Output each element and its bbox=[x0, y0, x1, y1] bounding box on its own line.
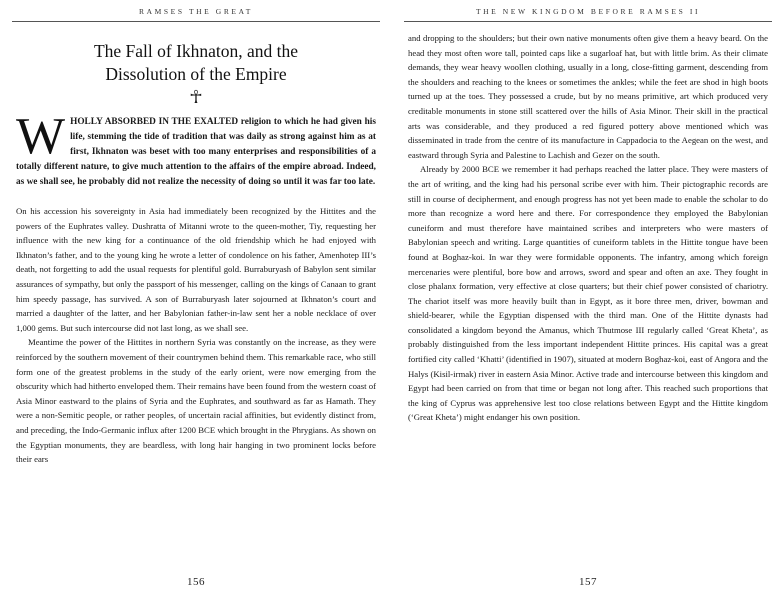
page-number: 157 bbox=[579, 576, 597, 588]
paragraph: Meantime the power of the Hittites in northern Syria was constantly on the increase, as they were reinforced by the southern movement of their countrymen behind them. This remarkable race, who still form one of the greatest problems in the study of the early orient, were now emerging from the obscurity which had hitherto enveloped them. Their remains have been found from the western coast of Asia Minor eastward to the plains of Syria and the Euphrates, and southward as far as Hamath. They were a non-Semitic people, or rather peoples, of uncertain racial affinities, but evidently distinct from, and preceding, the Indo-Germanic influx after 1200 BCE which brought in the Phrygians. As shown on the Egyptian monuments, they are beardless, with long hair hanging in two prominent locks before their ears bbox=[16, 337, 376, 465]
header-rule bbox=[404, 21, 772, 22]
paragraph: and dropping to the shoulders; but their own native monuments often give them a heavy beard. On the head they most often wore tall, pointed caps like a sugarloaf hat, but with little brim. As their climate demands, they wear heavy woollen clothing, usually in a long, close-fitting garment, descending from the shoulders and reaching to the knees or sometimes the ankles; while the feet are shod in high boots turned up at the toes. They possessed a crude, but by no means primitive, art which produced very creditable monuments in stone still scattered over the hills of Asia Minor. Their skill in the practical arts was considerable, and they produced a red figured pottery above mentioned which was disseminated in trade from the centre of its manufacture in Cappadocia to the Aegean on the west, and eastward through Syria and Palestine to Lachish and Gezer on the south. bbox=[408, 33, 768, 160]
body-text bbox=[408, 31, 768, 425]
left-page bbox=[12, 0, 380, 600]
lead-text: HOLLY ABSORBED IN THE EXALTED religion to which he had given his life, stemming the tide of tradition that was daily as strong against him as at first, Ikhnaton was beset with too many enterprises and responsibilities of a totally different nature, to give much attention to the affairs of the empire abroad. Indeed, as we shall see, he probably did not realize the necessity of doing so until it was far too late. bbox=[16, 117, 376, 187]
drop-cap: W bbox=[16, 108, 66, 165]
chapter-title bbox=[16, 40, 376, 85]
body-text bbox=[16, 204, 376, 467]
paragraph: Already by 2000 BCE we remember it had perhaps reached the latter place. They were masters of the art of writing, and the king had his personal scribe ever with him. Their pictographic records are still in course of decipherment, and enough progress has not yet been made to enable the scholar to do more than recognize a word here and there. For correspondence they employed the Babylonian cuneiform and must therefore have maintained scribes and interpreters who were masters of Babylonian speech and writing. Large quantities of cuneiform tablets in the Hittite tongue have been found at Boghaz-koi. In war they were formidable opponents. The infantry, among which foreign mercenaries were plentiful, bore bow and arrows, sword and spear and often an axe. They fought in close phalanx formation, very effective at close quarters; but their chief power consisted of chariotry. The chariot itself was more heavily built than in Egypt, as it bore three men, driver, bowman and shield-bearer, while the Egyptian dispensed with the third man. One of the Hittite dynasts had consolidated a kingdom beyond the Amanus, which Thutmose III regularly called ‘Great Kheta’, as probably distinguished from the less important independent Hittite princes. His capital was a great fortified city called ‘Khatti’ (identified in 1907), situated at modern Boghaz-koi, east of Angora and the Halys (Kisil-irmak) river in eastern Asia Minor. Active trade and intercourse between this kingdom and Egypt had been carried on from that time or began not long after. This reached such proportions that the king of Cyprus was apprehensive lest too close relations between Egypt and the Hittite kingdom (‘Great Kheta’) might endanger his own position. bbox=[408, 164, 768, 423]
header-rule bbox=[12, 21, 380, 22]
ankh-ornament-icon: ☥ bbox=[189, 87, 203, 107]
page-number: 156 bbox=[187, 576, 205, 588]
running-head: RAMSES THE GREAT bbox=[139, 7, 253, 16]
chapter-title-line1: The Fall of Ikhnaton, and the bbox=[93, 41, 299, 61]
paragraph: On his accession his sovereignty in Asia had immediately been recognized by the Hittites and the powers of the Euphrates valley. Dushratta of Mitanni wrote to the queen-mother, Tiy, requesting her influence with the new king for a continuance of the old friendship which he had enjoyed with Ikhnaton’s father, and to the young king he wrote a letter of condolence on his father, Amenhotep III’s death, not forgetting to add the usual requests for plentiful gold. Burraburyash of Babylon sent similar assurances of sympathy, but only the passport of his messenger, calling on the kings of Canaan to grant him speedy passage, has survived. A son of Burraburyash later sojourned at Ikhnaton’s court and married a daughter of the latter, and her Babylonian father-in-law sent her a noble necklace of over 1,000 gems. But such intercourse did not last long, as we shall see. bbox=[16, 206, 376, 333]
running-head: THE NEW KINGDOM BEFORE RAMSES II bbox=[475, 7, 701, 16]
lead-paragraph bbox=[16, 108, 376, 190]
right-page bbox=[404, 0, 772, 600]
page-content bbox=[16, 40, 376, 467]
chapter-title-line2: Dissolution of the Empire bbox=[105, 63, 287, 84]
page-content bbox=[408, 31, 768, 425]
